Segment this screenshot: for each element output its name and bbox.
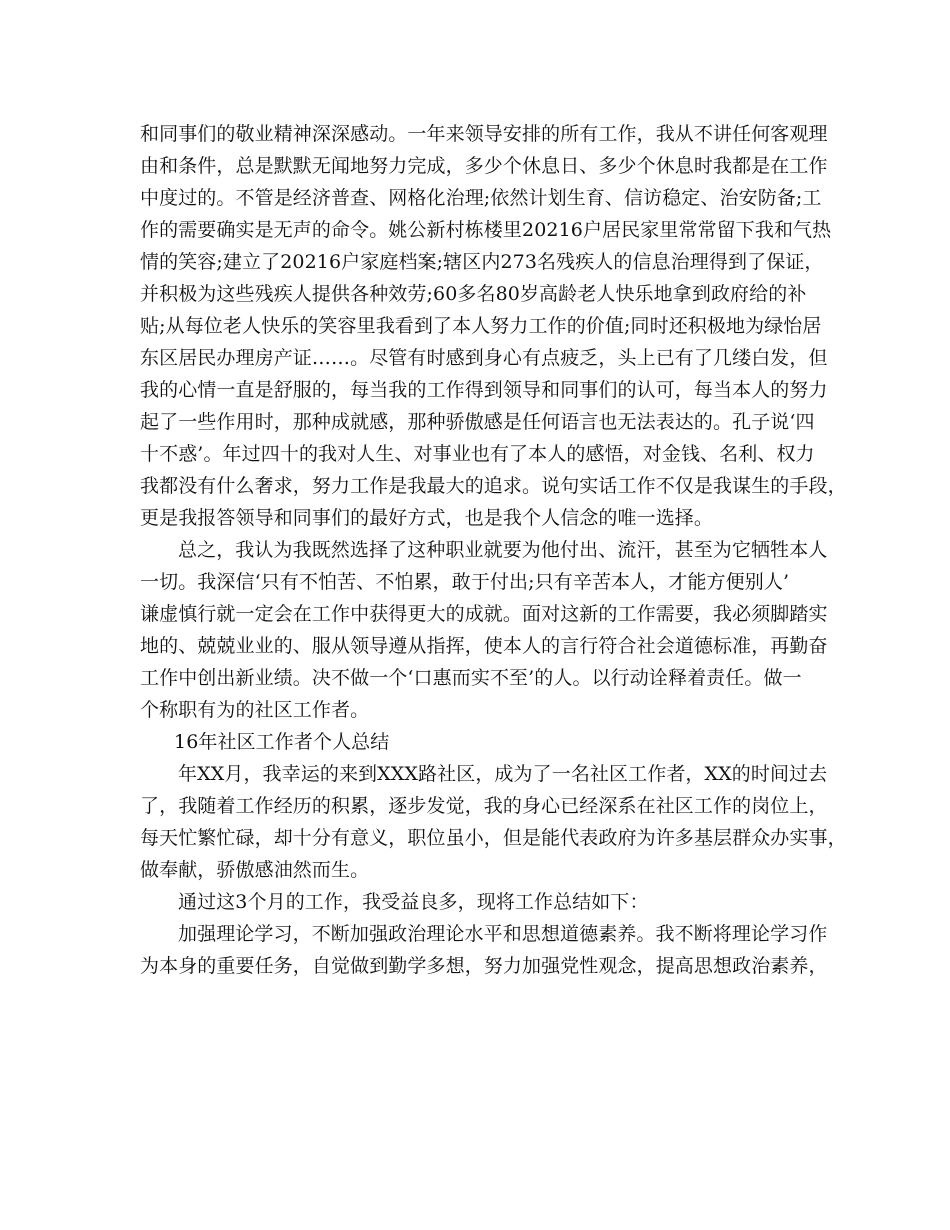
text-line: 个称职有为的社区工作者。 bbox=[140, 699, 370, 721]
text-line: 十不惑’。年过四十的我对人生、对事业也有了本人的感悟，对金钱、名利、权力 bbox=[140, 443, 815, 465]
text-line: 谦虚慎行就一定会在工作中获得更大的成就。面对这新的工作需要，我必须脚踏实 bbox=[140, 603, 828, 625]
paragraph-start-line: 加强理论学习，不断加强政治理论水平和思想道德素养。我不断将理论学习作 bbox=[178, 923, 828, 945]
text-line: 并积极为这些残疾人提供各种效劳;60多名80岁高龄老人快乐地拿到政府给的补 bbox=[140, 283, 807, 305]
text-line: 我都没有什么奢求，努力工作是我最大的追求。说句实话工作不仅是我谋生的手段， bbox=[140, 475, 847, 497]
text-line: 每天忙繁忙碌，却十分有意义，职位虽小，但是能代表政府为许多基层群众办实事， bbox=[140, 827, 847, 849]
text-line: 更是我报答领导和同事们的最好方式，也是我个人信念的唯一选择。 bbox=[140, 507, 714, 529]
text-line: 了，我随着工作经历的积累，逐步发觉，我的身心已经深系在社区工作的岗位上， bbox=[140, 795, 828, 817]
text-line: 情的笑容;建立了20216户家庭档案;辖区内273名残疾人的信息治理得到了保证， bbox=[140, 251, 824, 273]
text-line: 工作中创出新业绩。决不做一个‘口惠而实不至’的人。以行动诠释着责任。做一 bbox=[140, 667, 802, 689]
text-line: 为本身的重要任务，自觉做到勤学多想，努力加强党性观念，提高思想政治素养， bbox=[140, 955, 828, 977]
text-line: 一切。我深信‘只有不怕苦、不怕累，敢于付出;只有辛苦本人，才能方便别人’ bbox=[140, 571, 790, 593]
section-title: 16年社区工作者个人总结 bbox=[174, 731, 390, 753]
document-body bbox=[140, 118, 847, 982]
text-line: 贴;从每位老人快乐的笑容里我看到了本人努力工作的价值;同时还积极地为绿怡居 bbox=[140, 315, 822, 337]
text-line: 中度过的。不管是经济普查、网格化治理;依然计划生育、信访稳定、治安防备;工 bbox=[140, 187, 822, 209]
paragraph-start-line: 年XX月，我幸运的来到XXX路社区，成为了一名社区工作者，XX的时间过去 bbox=[178, 763, 828, 785]
text-line: 作的需要确实是无声的命令。姚公新村栋楼里20216户居民家里常常留下我和气热 bbox=[140, 219, 832, 241]
paragraph-start-line: 总之，我认为我既然选择了这种职业就要为他付出、流汗，甚至为它牺牲本人 bbox=[178, 539, 828, 561]
text-line: 地的、兢兢业业的、服从领导遵从指挥，使本人的言行符合社会道德标准，再勤奋 bbox=[140, 635, 828, 657]
text-line: 起了一些作用时，那种成就感，那种骄傲感是任何语言也无法表达的。孔子说‘四 bbox=[140, 411, 815, 433]
paragraph-start-line: 通过这3个月的工作，我受益良多，现将工作总结如下： bbox=[178, 891, 649, 913]
text-line: 东区居民办理房产证……。尽管有时感到身心有点疲乏，头上已有了几缕白发，但 bbox=[140, 347, 828, 369]
text-line: 和同事们的敬业精神深深感动。一年来领导安排的所有工作，我从不讲任何客观理 bbox=[140, 123, 828, 145]
text-line: 由和条件，总是默默无闻地努力完成，多少个休息日、多少个休息时我都是在工作 bbox=[140, 155, 828, 177]
text-line: 做奉献，骄傲感油然而生。 bbox=[140, 859, 370, 881]
text-line: 我的心情一直是舒服的，每当我的工作得到领导和同事们的认可，每当本人的努力 bbox=[140, 379, 828, 401]
